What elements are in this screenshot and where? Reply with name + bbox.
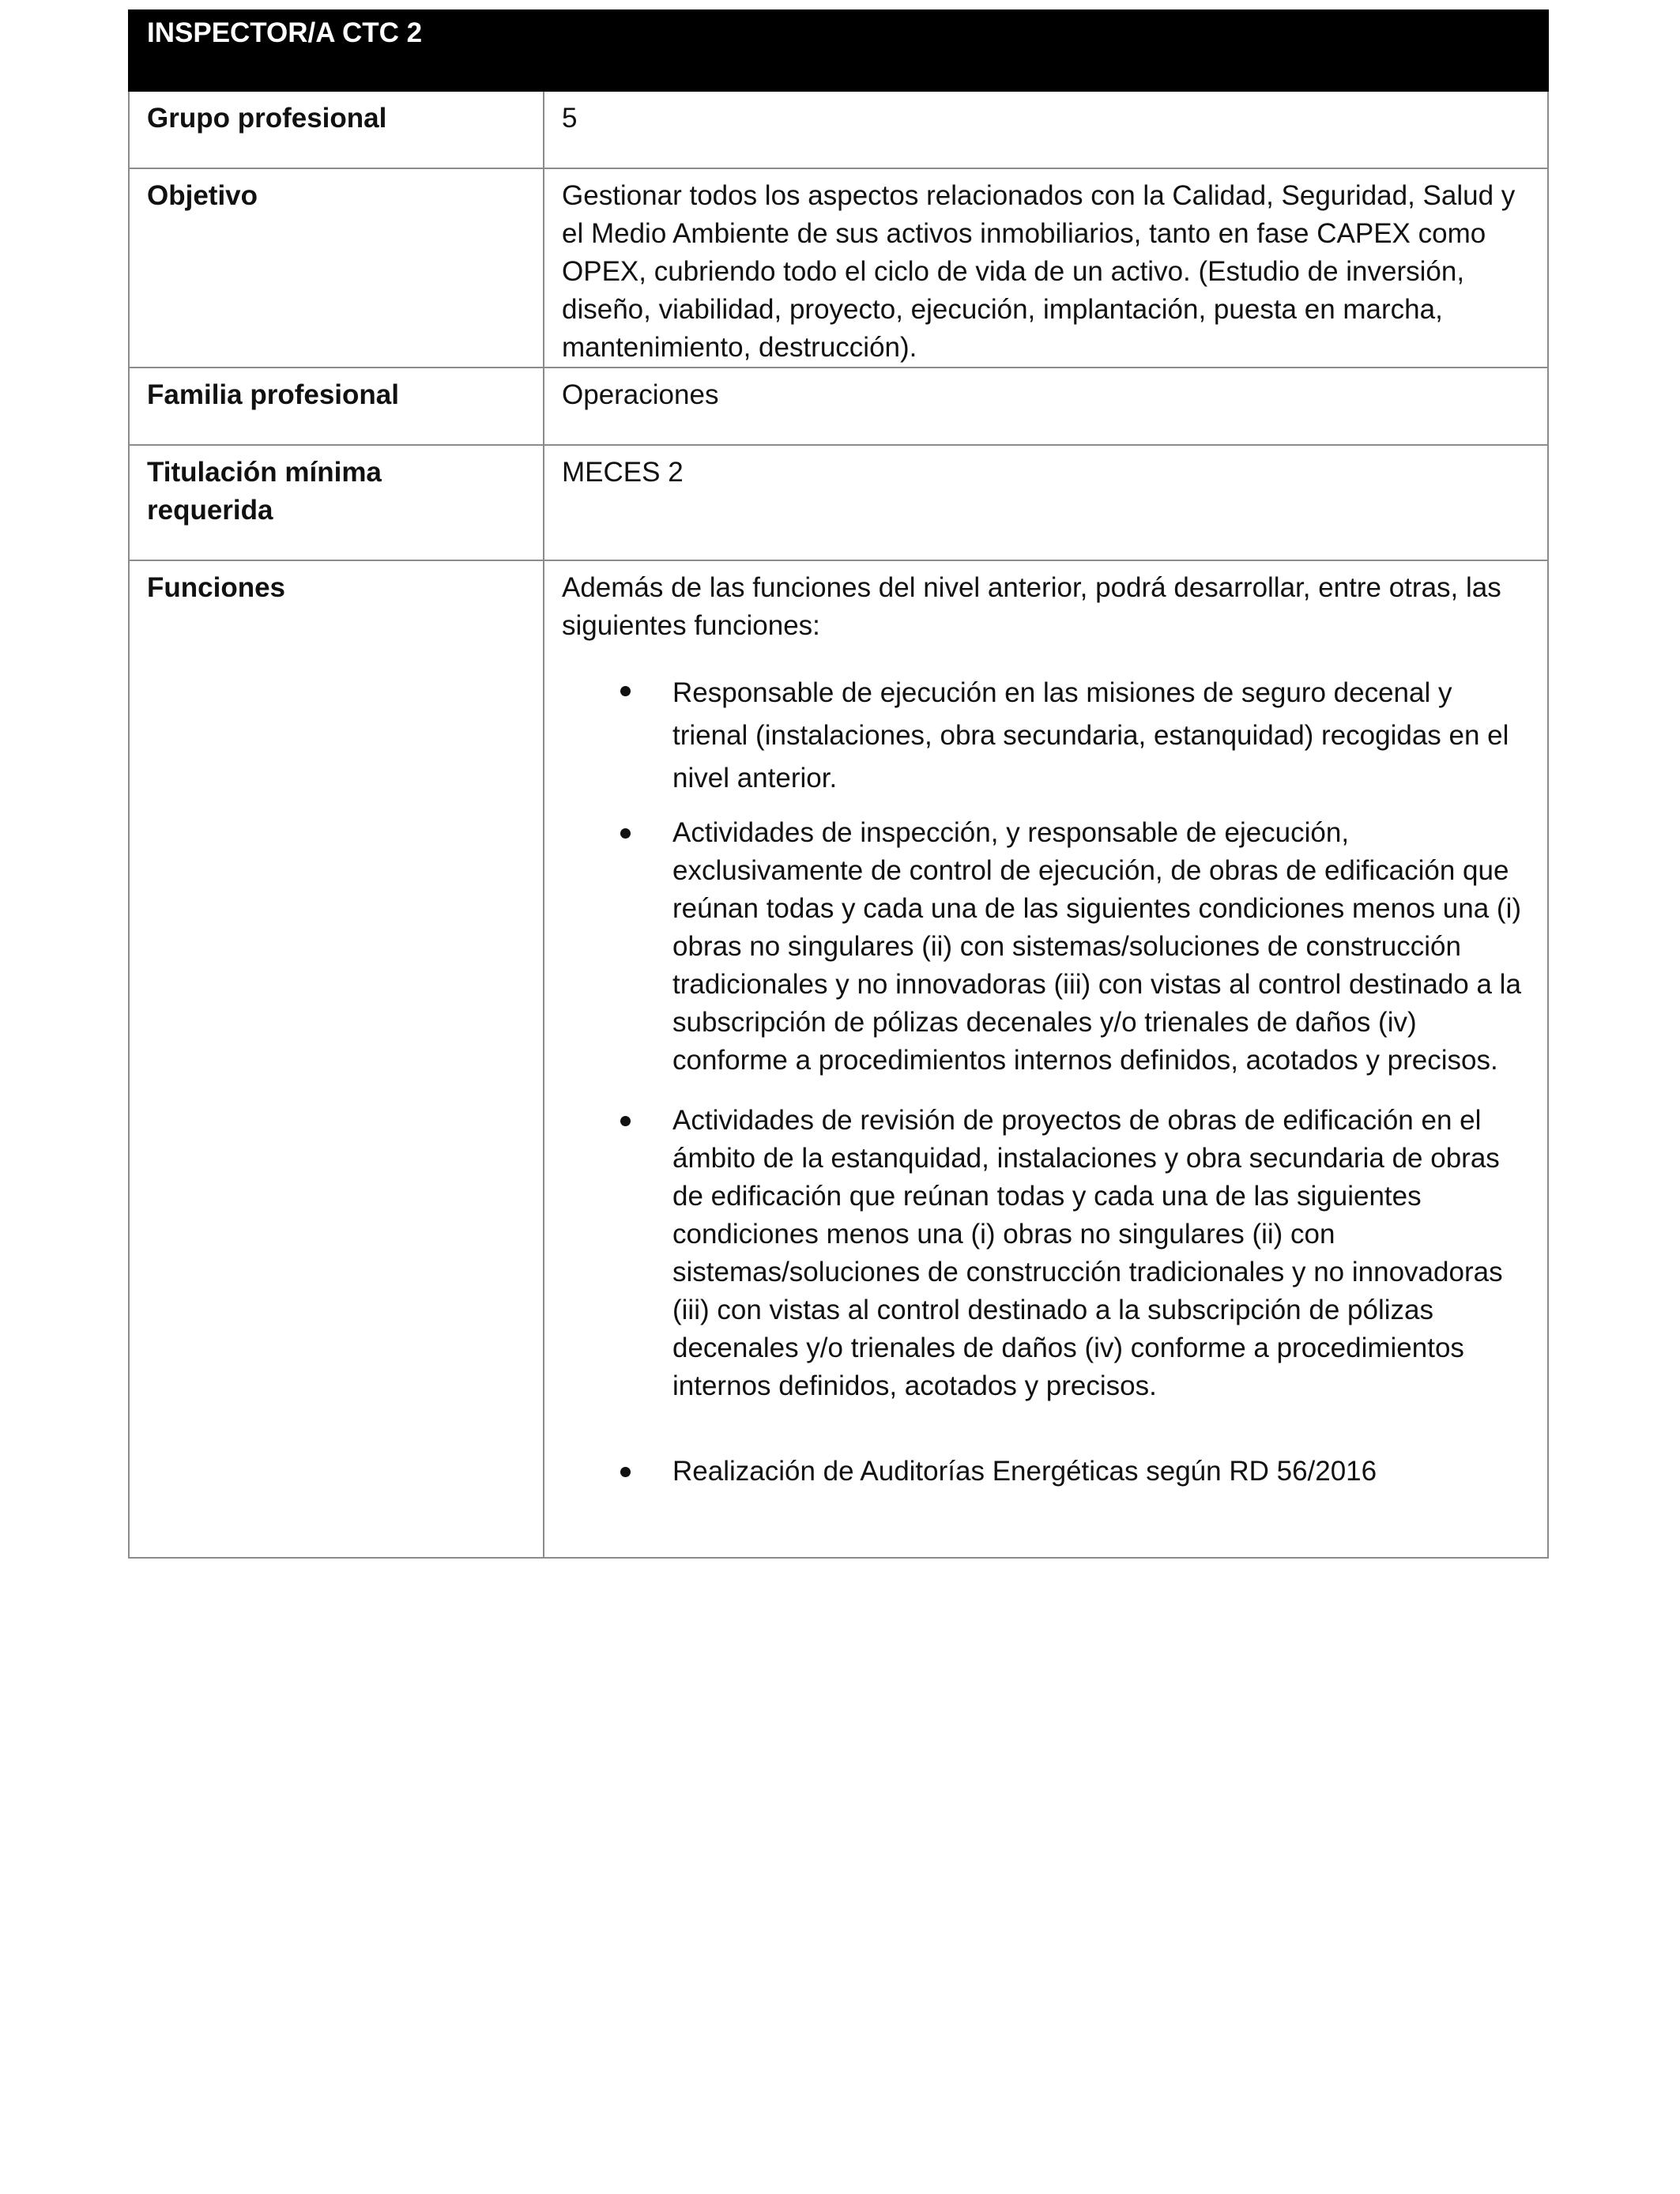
table-row — [129, 368, 1548, 445]
job-title: INSPECTOR/A CTC 2 — [129, 10, 1548, 91]
grupo-label: Grupo profesional — [129, 91, 544, 168]
list-item-text: Responsable de ejecución en las misiones de seguro decenal y trienal (instalaciones, obra secundaria, estanquidad) recogidas en el nivel anterior. — [672, 677, 1509, 794]
funciones-label: Funciones — [129, 560, 544, 1558]
bullet-icon — [620, 686, 631, 696]
titulacion-value: MECES 2 — [544, 445, 1548, 560]
table-row — [129, 91, 1548, 168]
funciones-value — [544, 560, 1548, 1558]
objetivo-label: Objetivo — [129, 168, 544, 368]
funciones-intro: Además de las funciones del nivel anterior, podrá desarrollar, entre otras, las siguientes funciones: — [562, 572, 1501, 641]
bullet-icon — [620, 1467, 631, 1477]
table-row — [129, 445, 1548, 560]
grupo-value: 5 — [544, 91, 1548, 168]
familia-label: Familia profesional — [129, 368, 544, 445]
bullet-icon — [620, 1116, 631, 1126]
list-item-text: Actividades de revisión de proyectos de obras de edificación en el ámbito de la estanquidad, instalaciones y obra secundaria de obras de edificación que reúnan todas y cada una de las siguientes condiciones menos una (i) obras no singulares (ii) con sistemas/soluciones de construcción tradicionales y no innovadoras (iii) con vistas al control destinado a la subscripción de pólizas decenales y/o trienales de daños (iv) conforme a procedimientos internos definidos, acotados y precisos. — [672, 1105, 1503, 1401]
funciones-list — [562, 672, 1525, 1491]
bullet-icon — [620, 828, 631, 839]
job-profile-table — [128, 9, 1549, 1559]
list-item-text: Realización de Auditorías Energéticas según RD 56/2016 — [672, 1456, 1377, 1487]
titulacion-label: Titulación mínima requerida — [129, 445, 544, 560]
list-item — [562, 1102, 1525, 1405]
list-item-text: Actividades de inspección, y responsable de ejecución, exclusivamente de control de ejecución, de obras de edificación que reúnan todas y cada una de las siguientes condiciones menos una (i) obras no singulares (ii) con sistemas/soluciones de construcción tradicionales y no innovadoras (iii) con vistas al control destinado a la subscripción de pólizas decenales y/o trienales de daños (iv) conforme a procedimientos internos definidos, acotados y precisos. — [672, 817, 1522, 1076]
list-item — [562, 814, 1525, 1080]
table-row — [129, 560, 1548, 1558]
title-row — [129, 10, 1548, 91]
list-item — [562, 672, 1525, 800]
table-row — [129, 168, 1548, 368]
list-item — [562, 1453, 1525, 1491]
objetivo-value: Gestionar todos los aspectos relacionados con la Calidad, Seguridad, Salud y el Medio Ambiente de sus activos inmobiliarios, tanto en fase CAPEX como OPEX, cubriendo todo el ciclo de vida de un activo. (Estudio de inversión, diseño, viabilidad, proyecto, ejecución, implantación, puesta en marcha, mantenimiento, destrucción). — [544, 168, 1548, 368]
familia-value: Operaciones — [544, 368, 1548, 445]
